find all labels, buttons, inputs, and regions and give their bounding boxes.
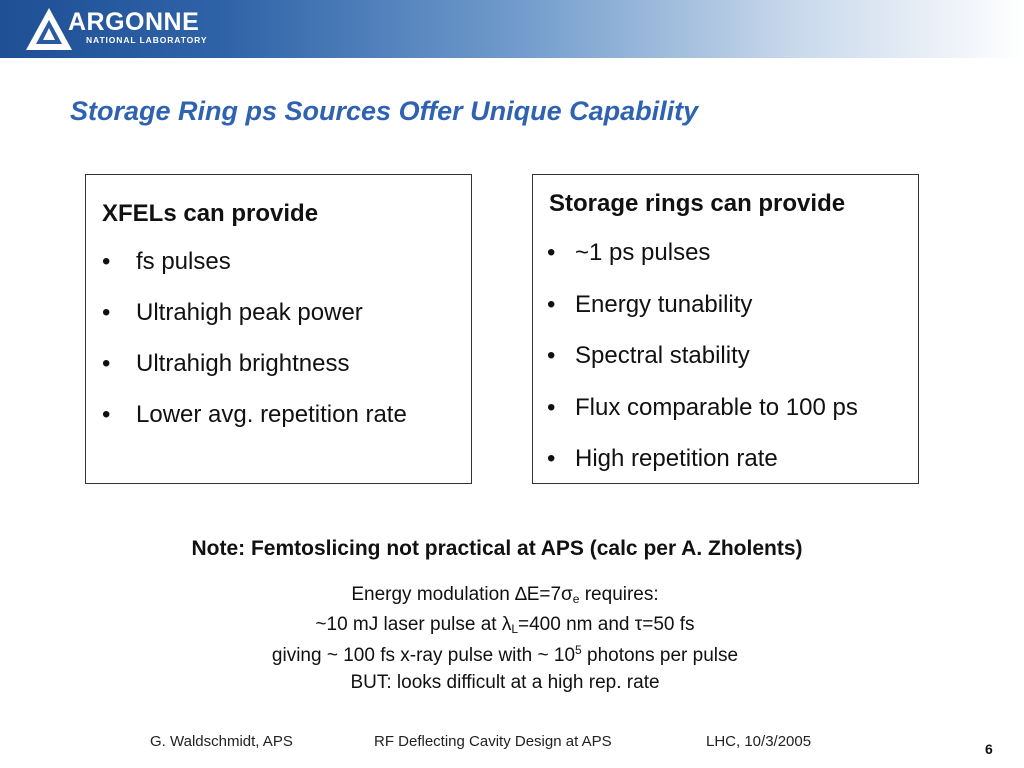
list-item: • High repetition rate — [547, 445, 778, 472]
footer-author: G. Waldschmidt, APS — [150, 733, 293, 750]
footer-talk-title: RF Deflecting Cavity Design at APS — [374, 733, 612, 750]
bullet-icon: • — [547, 445, 556, 472]
xfel-heading: XFELs can provide — [102, 200, 319, 227]
bullet-icon: • — [547, 239, 556, 266]
xfel-box — [85, 174, 472, 484]
detail-line-photons: giving ~ 100 fs x-ray pulse with ~ $10^5$ photons per pulse — [271, 643, 739, 666]
list-item: • Ultrahigh brightness — [102, 350, 350, 377]
logo-subtitle: NATIONAL LABORATORY — [86, 35, 208, 45]
xfel-list — [102, 248, 407, 452]
list-item: • Spectral stability — [547, 342, 750, 369]
storage-ring-heading: Storage rings can provide — [549, 190, 846, 217]
femtoslicing-note: Note: Femtoslicing not practical at APS (calc per A. Zholents) — [191, 537, 803, 560]
detail-line-laser: ~10 mJ laser pulse at $\lambda_L=400$ nm and τ=50 fs — [315, 614, 695, 636]
bullet-icon: • — [547, 342, 556, 369]
list-item: • Flux comparable to 100 ps — [547, 393, 858, 421]
argonne-logo — [24, 6, 214, 52]
list-item: • Energy tunability — [547, 290, 753, 318]
list-item: • Lower avg. repetition rate — [102, 401, 407, 428]
bullet-icon: • — [102, 299, 111, 326]
bullet-icon: • — [102, 401, 111, 428]
bullet-icon: • — [102, 248, 111, 275]
slide-title: Storage Ring ps Sources Offer Unique Capability — [70, 96, 699, 126]
detail-line-conclusion: BUT: looks difficult at a high rep. rate — [350, 672, 660, 693]
bullet-icon: • — [547, 290, 556, 318]
header-band — [0, 0, 1024, 58]
logo-name: ARGONNE — [68, 8, 200, 36]
list-item: • ~1 ps pulses — [547, 239, 711, 266]
page-number: 6 — [985, 741, 993, 757]
list-item: • fs pulses — [102, 248, 231, 275]
detail-line-energy: Energy modulation $\Delta E=7\sigma_e$ requires: — [351, 584, 659, 606]
storage-ring-box — [532, 174, 919, 484]
footer-venue-date: LHC, 10/3/2005 — [706, 733, 812, 750]
bullet-icon: • — [547, 393, 556, 421]
storage-ring-list — [547, 239, 858, 497]
bullet-icon: • — [102, 350, 111, 377]
argonne-triangle-icon — [24, 6, 74, 52]
list-item: • Ultrahigh peak power — [102, 299, 363, 326]
